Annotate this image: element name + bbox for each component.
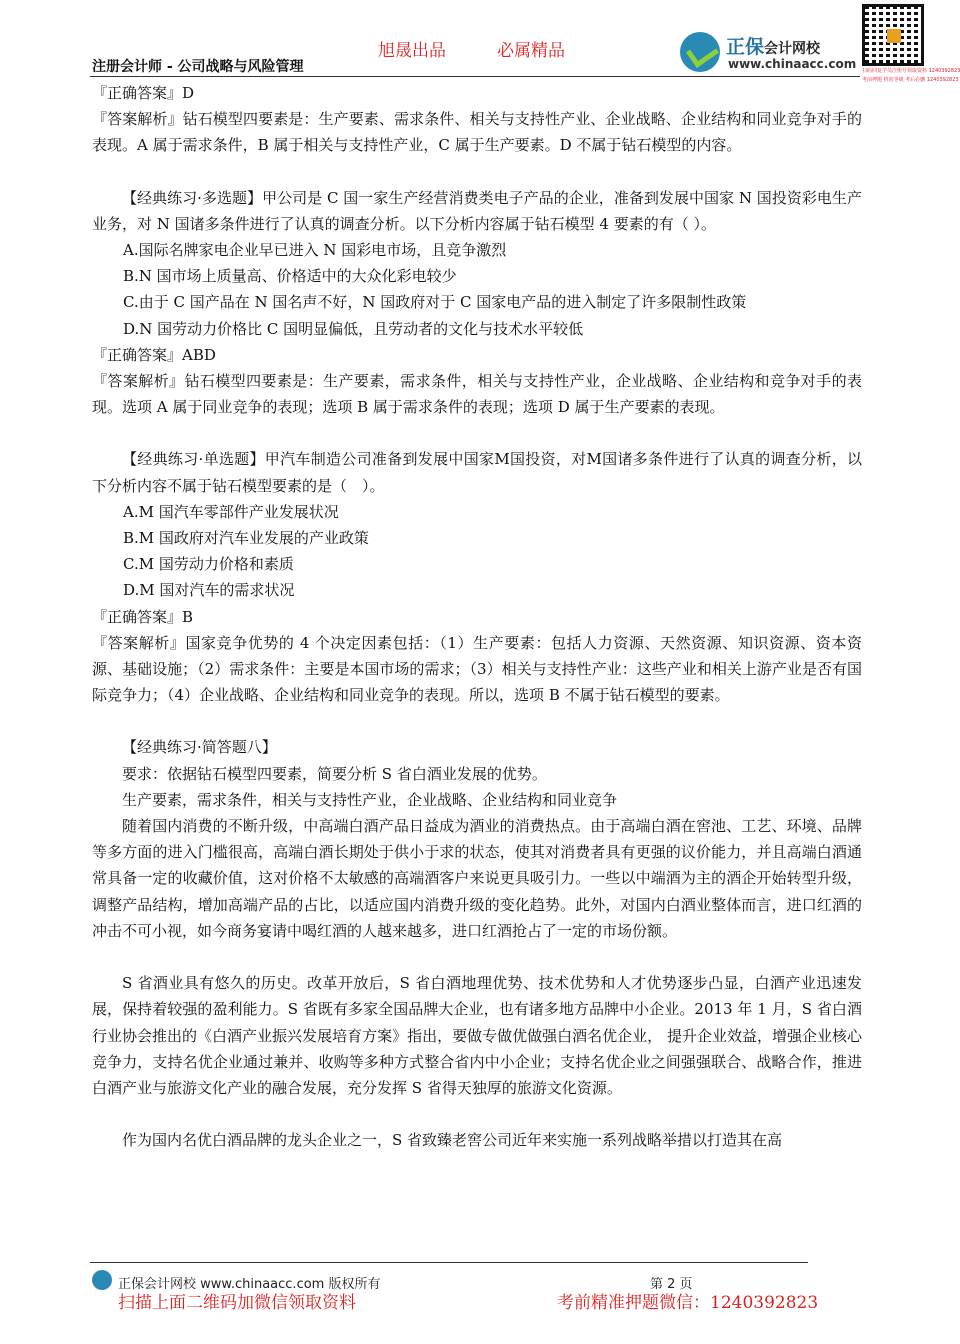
qr-caption-2: 考前押题 机密等级 考后必删 1240392823 [862,77,959,83]
footer-copyright: 正保会计网校 www.chinaacc.com 版权所有 [118,1277,381,1292]
paragraph: 要求：依据钻石模型四要素，简要分析 S 省白酒业发展的优势。 [122,764,547,783]
qr-code-icon [862,4,924,66]
footer-divider [90,1262,808,1263]
paragraph: 【经典练习·简答题八】 [122,738,277,757]
paragraph: 【经典练习·多选题】甲公司是 C 国一家生产经营消费类电子产品的企业，准备到发展中国家 N 国投资彩电生产业务，对 N 国诸多条件进行了认真的调查分析。以下分析内容属于钻石模型 4 要素的有（ ）。 [92,188,862,233]
paragraph-spacer [92,159,862,185]
paragraph: 随着国内消费的不断升级，中高端白酒产品日益成为酒业的消费热点。由于高端白酒在窖池、工艺、环境、品牌等多方面的进入门槛很高，高端白酒长期处于供小于求的状态，使其对消费者具有更强的议价能力，并且高端白酒通常具备一定的收藏价值，这对价格不太敏感的高端酒客户来说更具吸引力。一些以中端酒为主的酒企开始转型升级，调整产品结构，增加高端产品的占比，以适应国内消费升级的变化趋势。此外，对国内白酒业整体而言，进口红酒的冲击不可小视，如今商务宴请中喝红酒的人越来越多，进口红酒抢占了一定的市场份额。 [92,817,862,940]
header-divider [90,76,860,77]
logo-url: www.chinaacc.com [728,57,857,71]
paragraph: A.国际名牌家电企业早已进入 N 国彩电市场，且竞争激烈 [123,241,507,260]
brand-logo [680,30,856,76]
paragraph: 『正确答案』B [92,607,194,626]
qr-caption-1: 扫码回复学员注册号领取资料 1240392823 [862,68,960,74]
paragraph-spacer [92,420,862,446]
paragraph: 生产要素，需求条件，相关与支持性产业，企业战略、企业结构和同业竞争 [122,790,618,809]
slogan-right: 必属精品 [497,41,565,61]
paragraph: 『答案解析』钻石模型四要素是：生产要素，需求条件，相关与支持性产业，企业战略、企业结构和竞争对手的表现。选项 A 属于同业竞争的表现；选项 B 属于需求条件的表现；选项 D 属于生产要素的表现。 [92,372,862,417]
footer-promo-left: 扫描上面二维码加微信领取资料 [118,1293,356,1313]
paragraph: B.N 国市场上质量高、价格适中的大众化彩电较少 [123,267,457,286]
paragraph: S 省酒业具有悠久的历史。改革开放后，S 省白酒地理优势、技术优势和人才优势逐步凸显，白酒产业迅速发展，保持着较强的盈利能力。S 省既有多家全国品牌大企业，也有诸多地方品牌中小企业。2013 年 1 月，S 省白酒行业协会推出的《白酒产业振兴发展培育方案》指出，要做专做优做强白酒名优企业， 提升企业效益，增强企业核心竞争力，支持名优企业通过兼并、收购等多种方式整合省内中小企业；支持名优企业之间强强联合、战略合作，推进白酒产业与旅游文化产业的融合发展，充分发挥 S 省得天独厚的旅游文化资源。 [92,974,862,1097]
paragraph: 【经典练习·单选题】甲汽车制造公司准备到发展中国家M国投资，对M国诸多条件进行了认真的调查分析，以下分析内容不属于钻石模型要素的是（ ）。 [92,450,862,495]
qr-code[interactable] [862,4,960,88]
paragraph: 『答案解析』钻石模型四要素是：生产要素、需求条件、相关与支持性产业、企业战略、企业结构和同业竞争对手的表现。A 属于需求条件，B 属于相关与支持性产业，C 属于生产要素。D 不属于钻石模型的内容。 [92,110,862,155]
paragraph: C.由于 C 国产品在 N 国名声不好，N 国政府对于 C 国家电产品的进入制定了许多限制性政策 [123,293,747,312]
footer-promo-right: 考前精准押题微信：1240392823 [557,1293,819,1313]
paragraph: 『正确答案』ABD [92,345,216,364]
paragraph: D.M 国对汽车的需求状况 [123,581,295,600]
course-title: 注册会计师 - 公司战略与风险管理 [92,59,304,75]
paragraph: C.M 国劳动力价格和素质 [123,555,294,574]
paragraph: D.N 国劳动力价格比 C 国明显偏低，且劳动者的文化与技术水平较低 [123,319,584,338]
paragraph: A.M 国汽车零部件产业发展状况 [123,502,339,521]
paragraph: 『答案解析』国家竞争优势的 4 个决定因素包括：（1）生产要素：包括人力资源、天然资源、知识资源、资本资源、基础设施；（2）需求条件：主要是本国市场的需求；（3）相关与支持性产业：这些产业和相关上游产业是否有国际竞争力；（4）企业战略、企业结构和同业竞争的表现。所以，选项 B 不属于钻石模型的要素。 [92,633,862,705]
footer-logo-icon [92,1270,112,1290]
logo-check-icon [680,32,720,72]
paragraph: 『正确答案』D [92,84,195,102]
slogan-left: 旭晟出品 [378,41,446,61]
paragraph: B.M 国政府对汽车业发展的产业政策 [123,529,369,548]
paragraph-spacer [92,708,862,734]
page-number: 第 2 页 [650,1277,693,1292]
paragraph: 作为国内名优白酒品牌的龙头企业之一，S 省致臻老窖公司近年来实施一系列战略举措以打造其在高 [122,1131,783,1150]
document-body [92,80,862,1153]
logo-name: 正保会计网校 [726,36,821,58]
paragraph-spacer [92,944,862,970]
paragraph-spacer [92,1101,862,1127]
